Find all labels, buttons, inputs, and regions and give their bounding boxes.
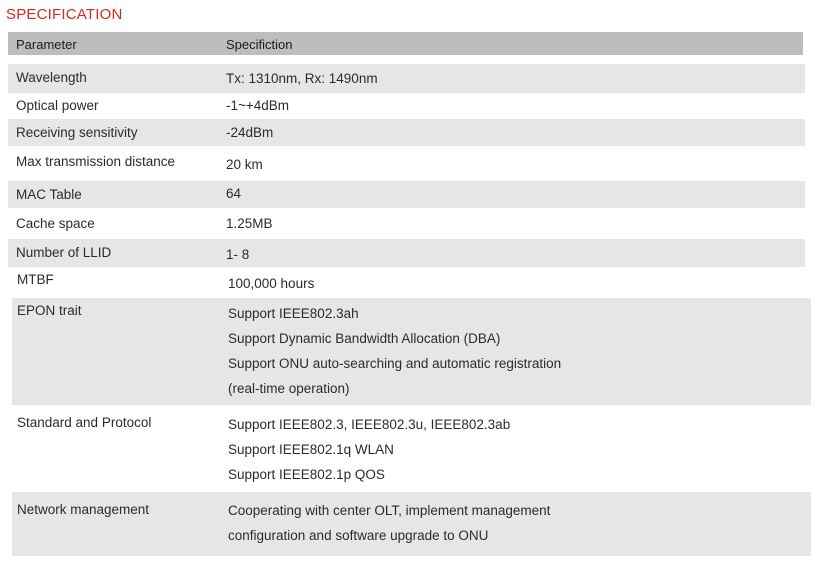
table-row <box>12 492 811 556</box>
table-row <box>8 119 805 146</box>
row-parameter: MTBF <box>17 272 54 287</box>
section-title: SPECIFICATION <box>6 6 123 23</box>
row-value <box>228 412 510 487</box>
row-parameter: Wavelength <box>16 70 87 85</box>
table-row <box>8 267 805 297</box>
value-line: Support IEEE802.3, IEEE802.3u, IEEE802.3ab <box>228 417 511 432</box>
row-parameter: Number of LLID <box>16 245 112 260</box>
header-specification: Specifiction <box>226 37 293 52</box>
row-parameter: Receiving sensitivity <box>16 125 138 140</box>
table-row <box>8 93 805 119</box>
table-header <box>8 32 803 55</box>
table-row <box>8 181 805 208</box>
row-parameter: Optical power <box>16 98 99 113</box>
value-line: Support Dynamic Bandwidth Allocation (DBA) <box>228 331 501 346</box>
table-row <box>8 146 805 181</box>
table-row <box>12 298 811 405</box>
row-value <box>228 301 561 401</box>
row-parameter: Max transmission distance <box>16 154 176 169</box>
row-value: 100,000 hours <box>228 276 315 291</box>
table-row <box>8 64 805 93</box>
value-line: Cooperating with center OLT, implement management <box>228 503 551 518</box>
value-line: Support IEEE802.3ah <box>228 306 359 321</box>
header-parameter: Parameter <box>16 37 77 52</box>
row-value: -24dBm <box>226 125 274 140</box>
value-line: Support ONU auto-searching and automatic registration <box>228 356 562 371</box>
row-value: 1- 8 <box>226 247 250 262</box>
row-value: -1~+4dBm <box>226 98 290 113</box>
row-parameter: Network management <box>17 502 150 517</box>
row-parameter: Cache space <box>16 216 95 231</box>
value-line: (real-time operation) <box>228 381 350 396</box>
row-parameter: MAC Table <box>16 187 82 202</box>
row-value: 64 <box>226 186 242 201</box>
value-line: Support IEEE802.1q WLAN <box>228 442 394 457</box>
row-parameter: Standard and Protocol <box>17 415 152 430</box>
row-value: 20 km <box>226 157 263 172</box>
row-value <box>228 498 550 548</box>
value-line: Support IEEE802.1p QOS <box>228 467 385 482</box>
table-row <box>8 239 805 267</box>
row-value: Tx: 1310nm, Rx: 1490nm <box>226 71 378 86</box>
table-row <box>12 405 811 492</box>
table-row <box>8 208 805 239</box>
row-parameter: EPON trait <box>17 303 82 318</box>
value-line: configuration and software upgrade to ONU <box>228 528 489 543</box>
row-value: 1.25MB <box>226 216 273 231</box>
